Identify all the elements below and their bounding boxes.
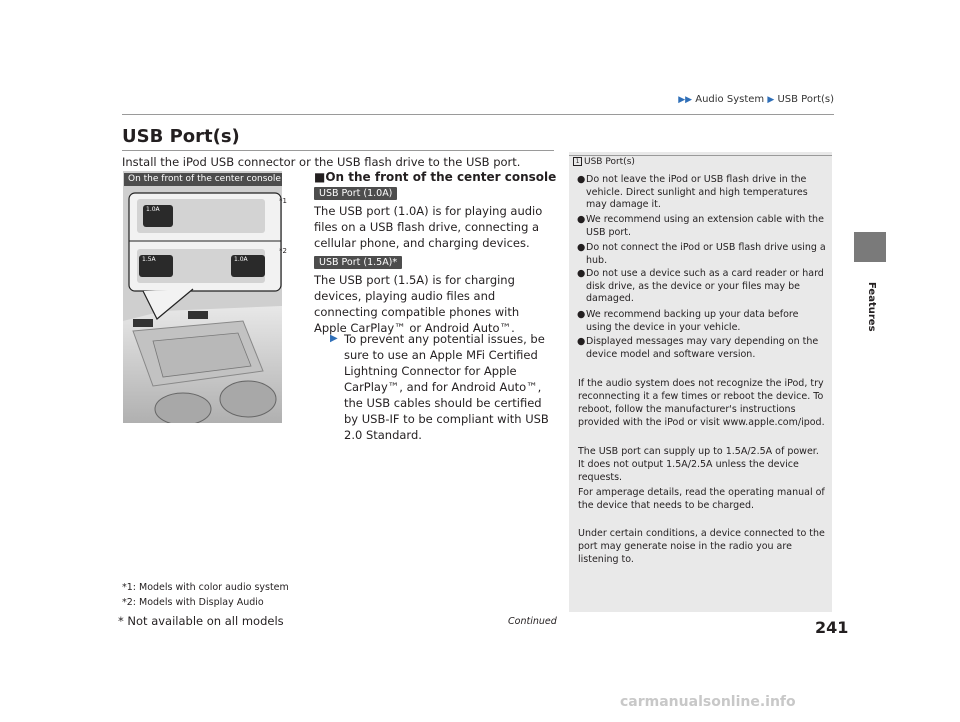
availability-footnote: * Not available on all models: [118, 614, 284, 628]
port-label-a: 1.0A: [146, 206, 160, 213]
sidebar-paragraph-3: For amperage details, read the operating manual of the device that needs to be charged.: [578, 487, 825, 511]
page-title: USB Port(s): [122, 126, 240, 147]
sidebar-bullet: ● Do not use a device such as a card reader or hard disk drive, as the device or your files may be damaged.: [577, 268, 824, 304]
arrow-icon: ▶: [330, 333, 338, 344]
sidebar-bullet: ● We recommend using an extension cable with the USB port.: [577, 214, 824, 238]
certification-note: ▶ To prevent any potential issues, be sure to use an Apple MFi Certified Lightning Connector for Apple CarPlay™, and for Android Auto™, the USB cables should be certified by USB-IF to be compliant with USB 2.0 Standard.: [330, 332, 549, 442]
continued-label: Continued: [508, 616, 557, 627]
title-rule: [122, 150, 554, 151]
section-tab-marker: [854, 232, 886, 262]
model-note-2: *2: Models with Display Audio: [122, 597, 264, 608]
sidebar-bullet: ● Do not leave the iPod or USB flash drive in the vehicle. Direct sunlight and high temperatures may damage it.: [577, 174, 808, 210]
intro-text: Install the iPod USB connector or the USB flash drive to the USB port.: [122, 155, 521, 169]
usb-15a-pill: USB Port (1.5A)*: [314, 256, 402, 269]
sidebar-title: 1 USB Port(s): [573, 157, 635, 167]
section-heading: ■On the front of the center console: [314, 170, 557, 184]
sidebar-bullet: ● We recommend backing up your data before using the device in your vehicle.: [577, 309, 799, 333]
usb-1a-pill: USB Port (1.0A): [314, 187, 397, 200]
image-caption: On the front of the center console: [124, 173, 282, 186]
sidebar-paragraph-4: Under certain conditions, a device connected to the port may generate noise in the radio you are listening to.: [578, 528, 825, 565]
header-rule: [122, 114, 834, 115]
breadcrumb-arrow-icon: ▶▶: [678, 95, 693, 105]
port-label-c: 1.0A: [234, 256, 248, 263]
square-bullet-icon: ■: [314, 170, 326, 184]
reference-icon: 1: [573, 157, 582, 166]
model-note-1: *1: Models with color audio system: [122, 582, 289, 593]
usb-1a-description: The USB port (1.0A) is for playing audio files on a USB flash drive, connecting a cellular phone, and charging devices.: [314, 204, 543, 250]
sidebar-bullet: ● Do not connect the iPod or USB flash drive using a hub.: [577, 242, 826, 266]
callout-1: *1: [279, 197, 287, 205]
sidebar-bullet: ● Displayed messages may vary depending on the device model and software version.: [577, 336, 819, 360]
watermark: carmanualsonline.info: [620, 694, 796, 710]
breadcrumb-arrow-icon: ▶: [767, 95, 775, 105]
breadcrumb: [500, 94, 834, 105]
breadcrumb-part1[interactable]: Audio System: [695, 94, 765, 105]
callout-2: *2: [279, 247, 287, 255]
page-number: 241: [815, 618, 849, 637]
port-label-b: 1.5A: [142, 256, 156, 263]
section-tab-label: Features: [866, 282, 877, 332]
sidebar-paragraph-1: If the audio system does not recognize the iPod, try reconnecting it a few times or reboot the device. To reboot, follow the manufacturer's instructions provided with the iPod or visit www.apple.com/ipod.: [578, 378, 825, 428]
sidebar-paragraph-2: The USB port can supply up to 1.5A/2.5A of power. It does not output 1.5A/2.5A unless the device requests.: [578, 446, 819, 483]
breadcrumb-part2[interactable]: USB Port(s): [777, 94, 834, 105]
usb-15a-description: The USB port (1.5A) is for charging devices, playing audio files and connecting compatible phones with Apple CarPlay™ or Android Auto™.: [314, 273, 520, 335]
sidebar-rule: [569, 155, 832, 156]
